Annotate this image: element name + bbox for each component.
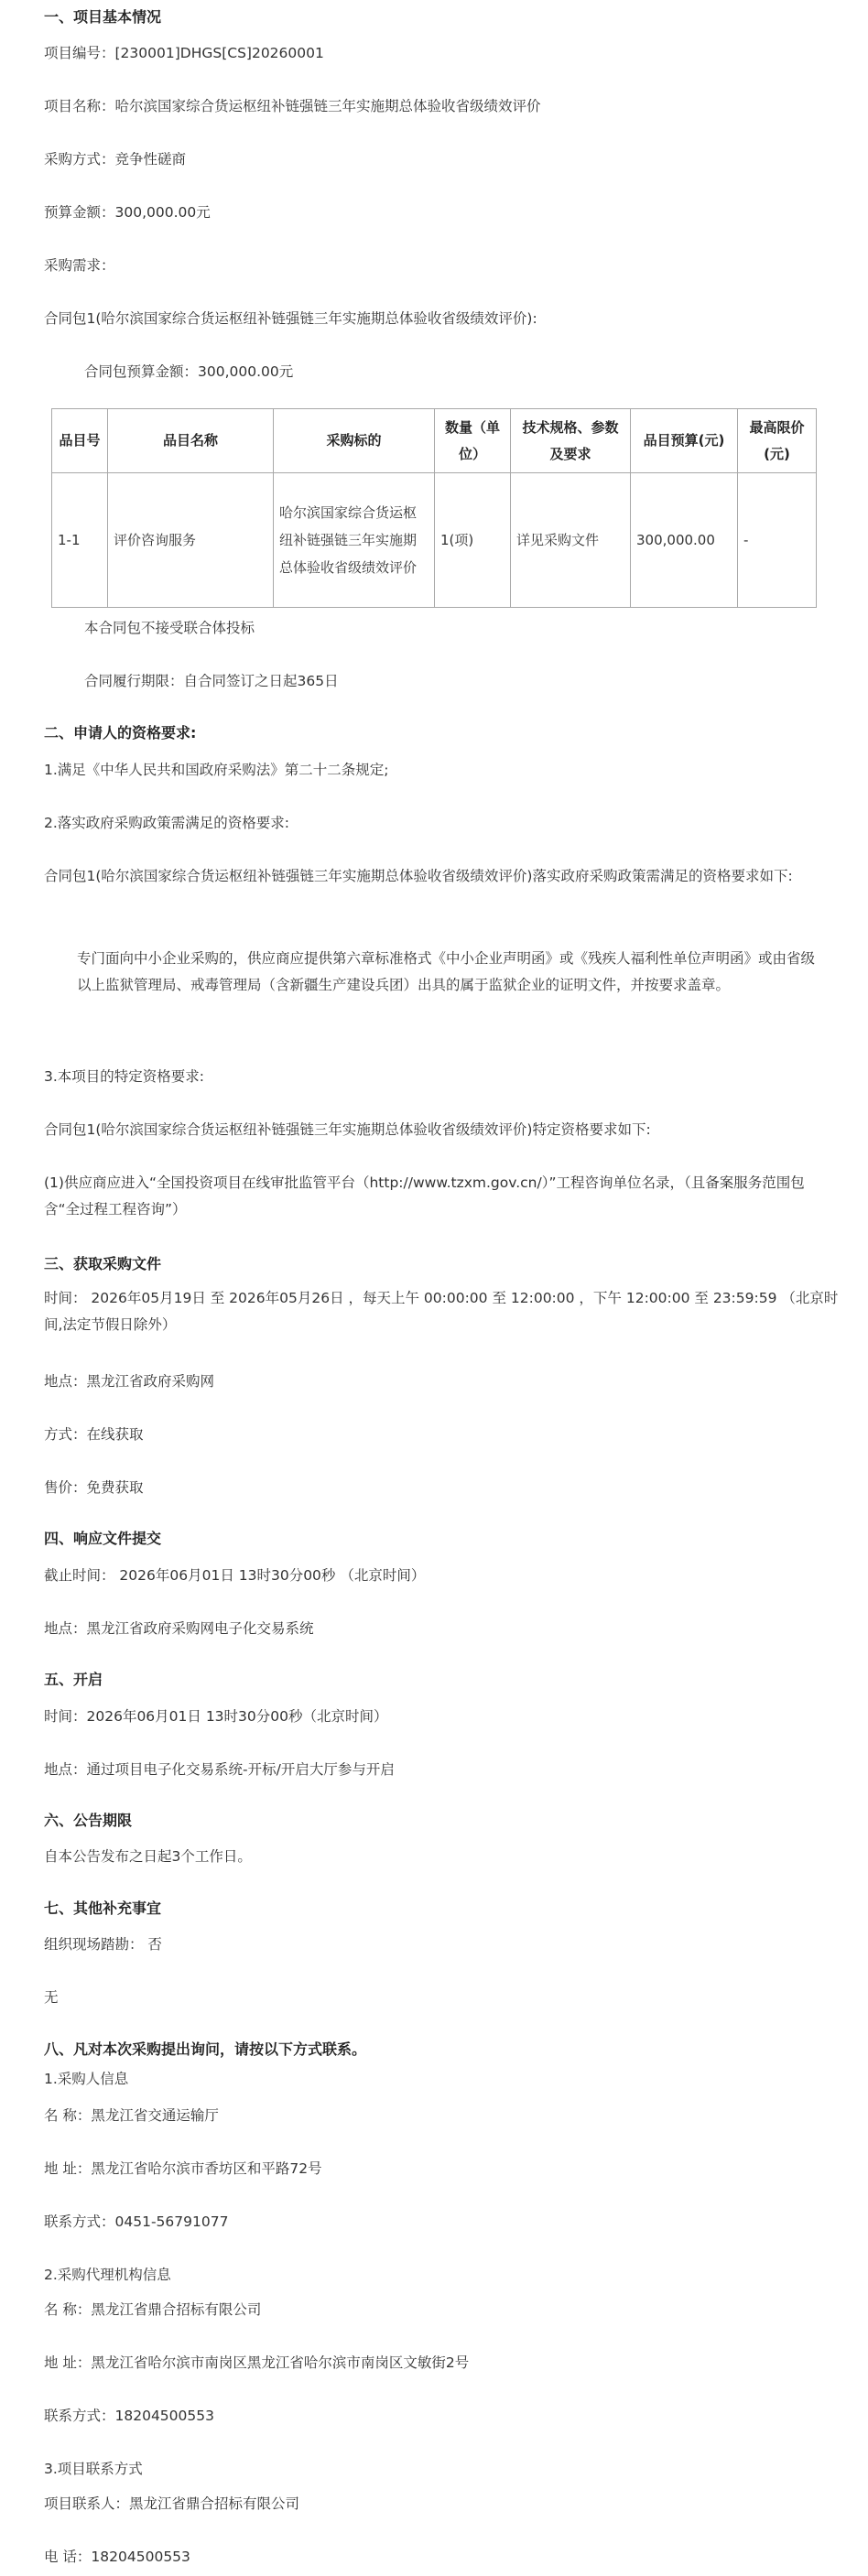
project-name: 项目名称：哈尔滨国家综合货运枢纽补链强链三年实施期总体验收省级绩效评价 (44, 98, 541, 114)
buyer-phone: 联系方式：0451-56791077 (44, 2213, 229, 2230)
agent-name: 名 称：黑龙江省鼎合招标有限公司 (44, 2301, 262, 2318)
table-cell: 300,000.00 (631, 473, 738, 608)
opening-place: 地点：通过项目电子化交易系统-开标/开启大厅参与开启 (44, 1761, 395, 1778)
qualification-item-3-requirement: (1)供应商应进入“全国投资项目在线审批监管平台（http://www.tzxm.gov.cn/）”工程咨询单位名录，（且备案服务范围包含“全过程工程咨询”） (44, 1174, 805, 1218)
table-header-row (52, 409, 817, 473)
package-line: 合同包1(哈尔滨国家综合货运枢纽补链强链三年实施期总体验收省级绩效评价): (44, 310, 537, 327)
section-6-heading: 六、公告期限 (44, 1812, 133, 1829)
acquire-way: 方式：在线获取 (44, 1426, 144, 1443)
buyer-name: 名 称：黑龙江省交通运输厅 (44, 2107, 219, 2124)
supplement-none: 无 (44, 1989, 59, 2006)
project-number: 项目编号：[230001]DHGS[CS]20260001 (44, 45, 324, 61)
qualification-item-2-detail: 合同包1(哈尔滨国家综合货运枢纽补链强链三年实施期总体验收省级绩效评价)落实政府采购政策需满足的资格要求如下: (44, 868, 793, 884)
table-header-cell: 采购标的 (274, 409, 435, 473)
qualification-item-2-quote: 专门面向中小企业采购的，供应商应提供第六章标准格式《中小企业声明函》或《残疾人福利性单位声明函》或由省级以上监狱管理局、戒毒管理局（含新疆生产建设兵团）出具的属于监狱企业的证明文件，并按要求盖章。 (77, 950, 816, 993)
section-3-heading: 三、获取采购文件 (44, 1255, 162, 1272)
agent-info-title: 2.采购代理机构信息 (44, 2267, 171, 2283)
no-consortium-note: 本合同包不接受联合体投标 (84, 620, 255, 636)
requirement-label: 采购需求： (44, 257, 115, 274)
agent-address: 地 址：黑龙江省哈尔滨市南岗区黑龙江省哈尔滨市南岗区文敏街2号 (44, 2354, 470, 2371)
site-visit: 组织现场踏勘： 否 (44, 1936, 162, 1953)
notice-period: 自本公告发布之日起3个工作日。 (44, 1848, 252, 1865)
table-row (52, 473, 817, 608)
opening-time: 时间：2026年06月01日 13时30分00秒（北京时间） (44, 1708, 388, 1725)
qualification-item-3-detail: 合同包1(哈尔滨国家综合货运枢纽补链强链三年实施期总体验收省级绩效评价)特定资格要求如下: (44, 1121, 651, 1138)
procurement-method: 采购方式：竞争性磋商 (44, 151, 187, 168)
submission-deadline: 截止时间： 2026年06月01日 13时30分00秒 （北京时间） (44, 1567, 426, 1584)
table-header-cell: 品目预算(元) (631, 409, 738, 473)
items-table (51, 408, 817, 608)
buyer-info-title: 1.采购人信息 (44, 2071, 129, 2087)
section-5-heading: 五、开启 (44, 1671, 103, 1688)
table-cell: 详见采购文件 (511, 473, 631, 608)
section-7-heading: 七、其他补充事宜 (44, 1900, 162, 1917)
acquire-place: 地点：黑龙江省政府采购网 (44, 1373, 215, 1390)
budget-amount: 预算金额：300,000.00元 (44, 204, 211, 221)
contract-term: 合同履行期限：自合同签订之日起365日 (84, 673, 339, 689)
table-header-cell: 品目名称 (108, 409, 274, 473)
table-cell: 1(项) (435, 473, 511, 608)
contact-phone: 电 话：18204500553 (44, 2549, 190, 2565)
qualification-item-1: 1.满足《中华人民共和国政府采购法》第二十二条规定; (44, 762, 389, 778)
qualification-item-2: 2.落实政府采购政策需满足的资格要求: (44, 815, 290, 831)
section-4-heading: 四、响应文件提交 (44, 1530, 162, 1547)
contact-person: 项目联系人：黑龙江省鼎合招标有限公司 (44, 2495, 300, 2512)
section-8-heading: 八、凡对本次采购提出询问，请按以下方式联系。 (44, 2040, 367, 2058)
package-budget: 合同包预算金额：300,000.00元 (84, 363, 294, 380)
table-header-cell: 品目号 (52, 409, 108, 473)
buyer-address: 地 址：黑龙江省哈尔滨市香坊区和平路72号 (44, 2160, 322, 2177)
table-header-cell: 技术规格、参数及要求 (511, 409, 631, 473)
acquire-price: 售价：免费获取 (44, 1479, 144, 1496)
table-header-cell: 数量（单位） (435, 409, 511, 473)
table-cell: 1-1 (52, 473, 108, 608)
agent-phone: 联系方式：18204500553 (44, 2408, 214, 2424)
acquire-time: 时间： 2026年05月19日 至 2026年05月26日 ，每天上午 00:00:00 至 12:00:00 ，下午 12:00:00 至 23:59:59 （北京时间,法定节假日除外） (44, 1290, 839, 1333)
section-2-heading: 二、申请人的资格要求: (44, 724, 197, 741)
table-cell: 评价咨询服务 (108, 473, 274, 608)
table-cell: 哈尔滨国家综合货运枢纽补链强链三年实施期总体验收省级绩效评价 (274, 473, 435, 608)
qualification-item-3: 3.本项目的特定资格要求: (44, 1068, 205, 1085)
table-cell: - (738, 473, 817, 608)
table-header-cell: 最高限价(元) (738, 409, 817, 473)
contact-info-title: 3.项目联系方式 (44, 2461, 143, 2477)
section-1-heading: 一、项目基本情况 (44, 8, 162, 26)
submission-place: 地点：黑龙江省政府采购网电子化交易系统 (44, 1620, 314, 1637)
